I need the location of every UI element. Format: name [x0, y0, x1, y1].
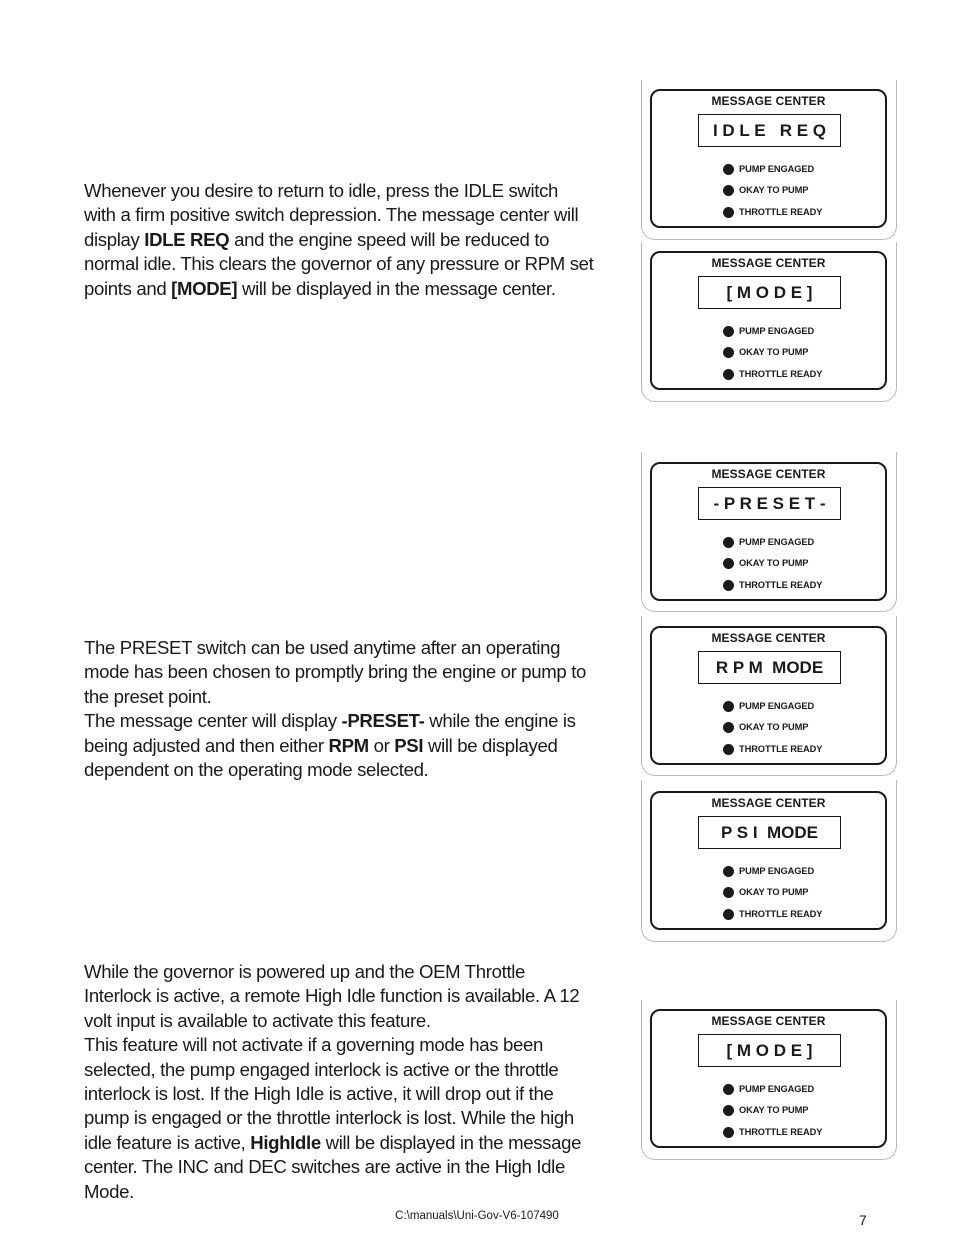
indicator-pump-engaged — [723, 535, 814, 549]
bold-term: [MODE] — [171, 277, 238, 299]
page-number: 7 — [859, 1212, 867, 1228]
indicator-okay-to-pump — [723, 183, 808, 197]
text-run: While the governor is powered up and the OEM Throttle Interlock is active, a remote High Idle function is available. A 12 volt input is available to activate this feature. — [84, 961, 580, 1031]
message-display: P S I MODE — [698, 816, 841, 849]
indicator-label: OKAY TO PUMP — [739, 185, 809, 195]
message-center-panel — [650, 791, 887, 930]
text-run: and the engine speed will be reduced to normal idle. This clears the governor of any pressure or RPM set points and — [84, 228, 594, 299]
bold-term: HighIdle — [250, 1131, 321, 1153]
text-run: This feature will not activate if a governing mode has been selected, the pump engaged interlock is active or the throttle interlock is lost. If the High Idle is active, it will drop out if the pump is engaged or the throttle interlock is lost. While the high idle feature is active, — [84, 1034, 574, 1153]
indicator-led-icon — [723, 369, 734, 380]
indicator-label: OKAY TO PUMP — [739, 347, 809, 357]
text-run: The message center will display — [84, 710, 342, 732]
indicator-led-icon — [723, 558, 734, 569]
message-center-panel — [650, 1009, 887, 1148]
indicator-pump-engaged — [723, 162, 814, 176]
idle-text-block — [84, 179, 594, 301]
message-center-panel — [650, 89, 887, 228]
indicator-throttle-ready — [723, 1125, 822, 1139]
indicator-led-icon — [723, 164, 734, 175]
indicator-label: PUMP ENGAGED — [739, 701, 815, 711]
text-run: will be displayed in the message center. — [237, 277, 556, 299]
indicator-led-icon — [723, 326, 734, 337]
indicator-throttle-ready — [723, 907, 822, 921]
bold-term: PSI — [394, 734, 424, 756]
indicator-okay-to-pump — [723, 556, 808, 570]
indicator-led-icon — [723, 1105, 734, 1116]
bold-term: IDLE REQ — [144, 228, 230, 250]
bold-term: -PRESET- — [341, 710, 425, 732]
indicator-throttle-ready — [723, 578, 822, 592]
paragraph — [84, 179, 594, 301]
message-display: - P R E S E T - — [698, 487, 841, 520]
indicator-label: OKAY TO PUMP — [739, 1105, 809, 1115]
indicator-led-icon — [723, 887, 734, 898]
indicator-label: PUMP ENGAGED — [739, 1084, 815, 1094]
indicator-led-icon — [723, 1084, 734, 1095]
indicator-led-icon — [723, 185, 734, 196]
indicator-led-icon — [723, 537, 734, 548]
paragraph — [84, 636, 594, 709]
text-run: will be displayed dependent on the operating mode selected. — [84, 734, 558, 781]
text-run: Whenever you desire to return to idle, press the IDLE switch with a firm positive switch depression. The message center will display — [84, 180, 579, 250]
indicator-pump-engaged — [723, 1082, 814, 1096]
indicator-label: PUMP ENGAGED — [739, 326, 815, 336]
indicator-okay-to-pump — [723, 345, 808, 359]
indicator-pump-engaged — [723, 864, 814, 878]
indicator-led-icon — [723, 722, 734, 733]
indicator-okay-to-pump — [723, 720, 808, 734]
indicator-label: PUMP ENGAGED — [739, 866, 815, 876]
indicator-led-icon — [723, 347, 734, 358]
indicator-led-icon — [723, 866, 734, 877]
paragraph — [84, 709, 594, 782]
text-run: while the engine is being adjusted and then either — [84, 710, 576, 756]
panel-title: MESSAGE CENTER — [711, 467, 826, 481]
paragraph — [84, 1033, 594, 1204]
indicator-pump-engaged — [723, 699, 814, 713]
panel-title: MESSAGE CENTER — [711, 94, 826, 108]
indicator-okay-to-pump — [723, 885, 808, 899]
indicator-label: THROTTLE READY — [739, 909, 823, 919]
indicator-label: PUMP ENGAGED — [739, 164, 815, 174]
text-run: or — [368, 734, 395, 756]
panel-title: MESSAGE CENTER — [711, 796, 826, 810]
text-run: The PRESET switch can be used anytime after an operating mode has been chosen to promptly bring the engine or pump to the preset point. — [84, 637, 587, 707]
indicator-pump-engaged — [723, 324, 814, 338]
high-idle-text-block — [84, 960, 594, 1204]
indicator-throttle-ready — [723, 367, 822, 381]
preset-text-block — [84, 636, 594, 782]
indicator-okay-to-pump — [723, 1103, 808, 1117]
indicator-led-icon — [723, 744, 734, 755]
indicator-label: THROTTLE READY — [739, 207, 823, 217]
text-run: will be displayed in the message center. The INC and DEC switches are active in the High Idle Mode. — [84, 1131, 582, 1202]
panel-title: MESSAGE CENTER — [711, 1014, 826, 1028]
indicator-label: THROTTLE READY — [739, 369, 823, 379]
indicator-led-icon — [723, 701, 734, 712]
indicator-label: OKAY TO PUMP — [739, 558, 809, 568]
indicator-label: THROTTLE READY — [739, 580, 823, 590]
panel-title: MESSAGE CENTER — [711, 256, 826, 270]
indicator-led-icon — [723, 1127, 734, 1138]
footer-file-path: C:\manuals\Uni-Gov-V6-107490 — [395, 1210, 559, 1222]
message-display: [ M O D E ] — [698, 1034, 841, 1067]
panel-title: MESSAGE CENTER — [711, 631, 826, 645]
indicator-label: THROTTLE READY — [739, 744, 823, 754]
message-center-panel — [650, 626, 887, 765]
message-center-panel — [650, 462, 887, 601]
indicator-label: OKAY TO PUMP — [739, 722, 809, 732]
paragraph — [84, 960, 594, 1033]
indicator-throttle-ready — [723, 742, 822, 756]
indicator-label: PUMP ENGAGED — [739, 537, 815, 547]
message-display: [ M O D E ] — [698, 276, 841, 309]
indicator-throttle-ready — [723, 205, 822, 219]
indicator-led-icon — [723, 207, 734, 218]
indicator-label: OKAY TO PUMP — [739, 887, 809, 897]
message-display: I D L E R E Q — [698, 114, 841, 147]
message-display: R P M MODE — [698, 651, 841, 684]
indicator-led-icon — [723, 909, 734, 920]
bold-term: RPM — [328, 734, 369, 756]
indicator-led-icon — [723, 580, 734, 591]
message-center-panel — [650, 251, 887, 390]
indicator-label: THROTTLE READY — [739, 1127, 823, 1137]
